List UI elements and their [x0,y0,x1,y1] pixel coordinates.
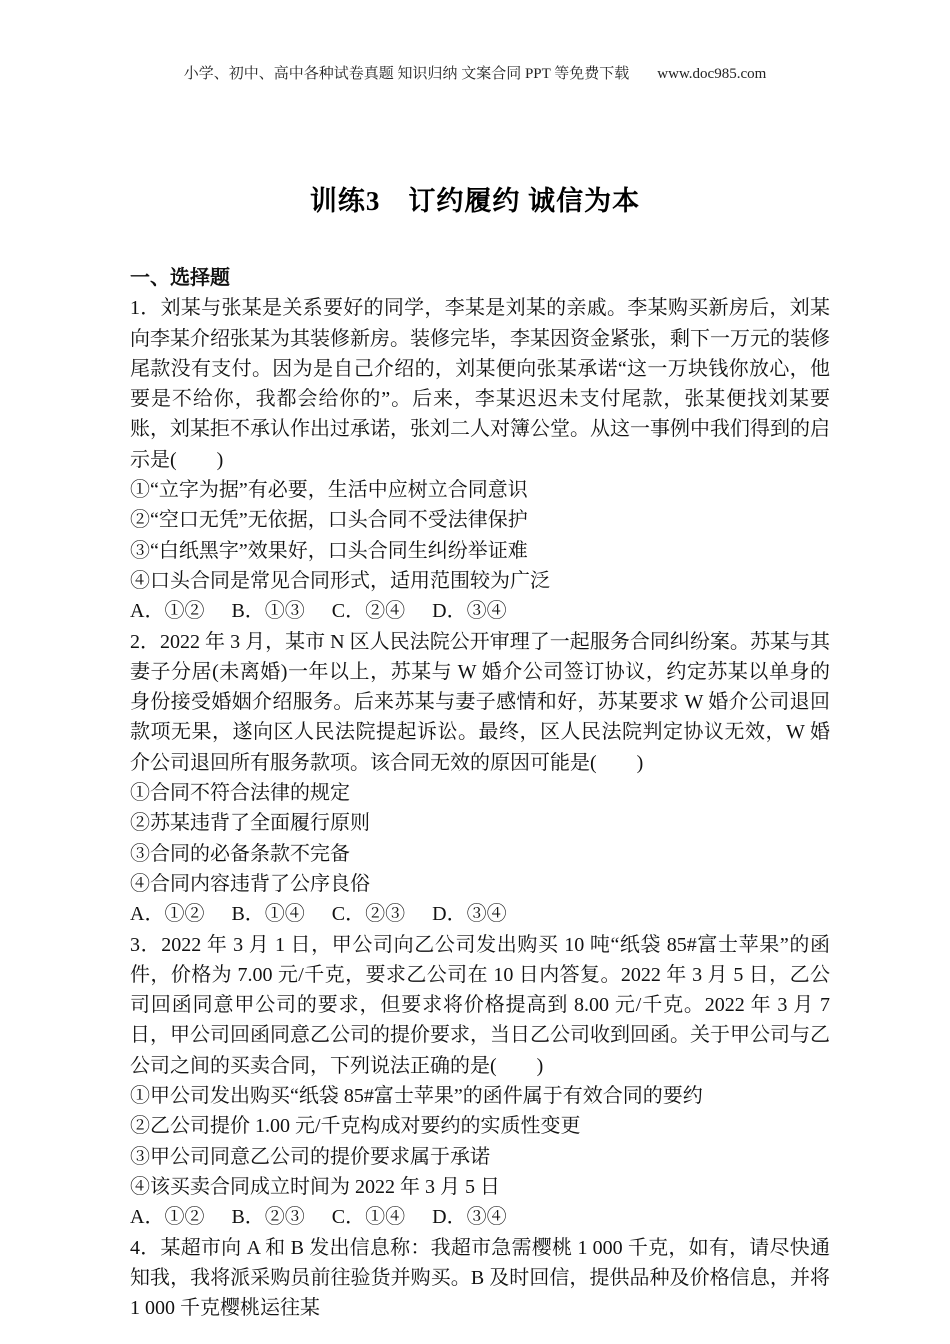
page-title: 训练3 订约履约 诚信为本 [309,186,641,216]
choice-label: B．①④ [231,903,305,926]
choice-label: B．①③ [231,600,305,623]
question-block [130,1233,830,1324]
header-site-url: www.doc985.com [657,66,767,82]
choice-label: D．③④ [432,903,507,926]
question-option: ①合同不符合法律的规定 [130,782,350,805]
question-stem: 1．刘某与张某是关系要好的同学，李某是刘某的亲戚。李某购买新房后，刘某向李某介绍张某为其装修新房。装修完毕，李某因资金紧张，剩下一万元的装修尾款没有支付。因为是自己介绍的，刘某便向张某承诺“这一万块钱你放心，他要是不给你，我都会给你的”。后来，李某迟迟未支付尾款，张某便找刘某要账，刘某拒不承认作出过承诺，张刘二人对簿公堂。从这一事例中我们得到的启示是( ) [130,297,830,471]
choice-label: B．②③ [231,1206,305,1229]
choice-label: A．①② [130,600,205,623]
answer-choices [130,596,830,626]
choice-label: A．①② [130,1206,205,1229]
choice-label: D．③④ [432,1206,507,1229]
question-block [130,930,830,1233]
question-option: ④合同内容违背了公序良俗 [130,872,370,895]
site-header [0,0,950,83]
question-option: ③“白纸黑字”效果好，口头合同生纠纷举证难 [130,539,528,562]
choice-label: C．①④ [331,1206,406,1229]
choice-label: A．①② [130,903,205,926]
question-option: ①“立字为据”有必要，生活中应树立合同意识 [130,479,528,502]
choice-label: C．②③ [331,903,406,926]
header-promo-text: 小学、初中、高中各种试卷真题 知识归纳 文案合同 PPT 等免费下载 [183,66,630,82]
question-stem: 3．2022 年 3 月 1 日，甲公司向乙公司发出购买 10 吨“纸袋 85#富士苹果”的函件，价格为 7.00 元/千克，要求乙公司在 10 日内答复。2022 年 3 月 5 日，乙公司回函同意甲公司的要求，但要求将价格提高到 8.00 元/千克。2022 年 3 月 7 日，甲公司回函同意乙公司的提价要求，当日乙公司收到回函。关于甲公司与乙公司之间的买卖合同，下列说法正确的是( ) [130,933,830,1077]
answer-choices [130,1202,830,1232]
question-block [130,627,830,930]
question-stem: 4．某超市向 A 和 B 发出信息称：我超市急需樱桃 1 000 千克，如有，请尽快通知我，我将派采购员前往验货并购买。B 及时回信，提供品种及价格信息，并将 1 000 千克樱桃运往某 [130,1236,830,1320]
question-option: ③甲公司同意乙公司的提价要求属于承诺 [130,1145,490,1168]
question-option: ②苏某违背了全面履行原则 [130,812,370,835]
questions-container [130,293,830,1323]
choice-label: C．②④ [331,600,406,623]
section-heading: 一、选择题 [130,267,230,289]
choice-label: D．③④ [432,600,507,623]
question-option: ④该买卖合同成立时间为 2022 年 3 月 5 日 [130,1175,500,1198]
question-block [130,293,830,626]
question-option: ①甲公司发出购买“纸袋 85#富士苹果”的函件属于有效合同的要约 [130,1085,703,1108]
answer-choices [130,899,830,929]
question-option: ②乙公司提价 1.00 元/千克构成对要约的实质性变更 [130,1115,581,1138]
question-option: ③合同的必备条款不完备 [130,842,350,865]
question-option: ②“空口无凭”无依据，口头合同不受法律保护 [130,509,528,532]
question-option: ④口头合同是常见合同形式，适用范围较为广泛 [130,569,550,592]
question-stem: 2．2022 年 3 月，某市 N 区人民法院公开审理了一起服务合同纠纷案。苏某与其妻子分居(未离婚)一年以上，苏某与 W 婚介公司签订协议，约定苏某以单身的身份接受婚姻介绍服务。后来苏某与妻子感情和好，苏某要求 W 婚介公司退回款项无果，遂向区人民法院提起诉讼。最终，区人民法院判定协议无效，W 婚介公司退回所有服务款项。该合同无效的原因可能是( ) [130,630,830,774]
document-body [130,263,830,1323]
